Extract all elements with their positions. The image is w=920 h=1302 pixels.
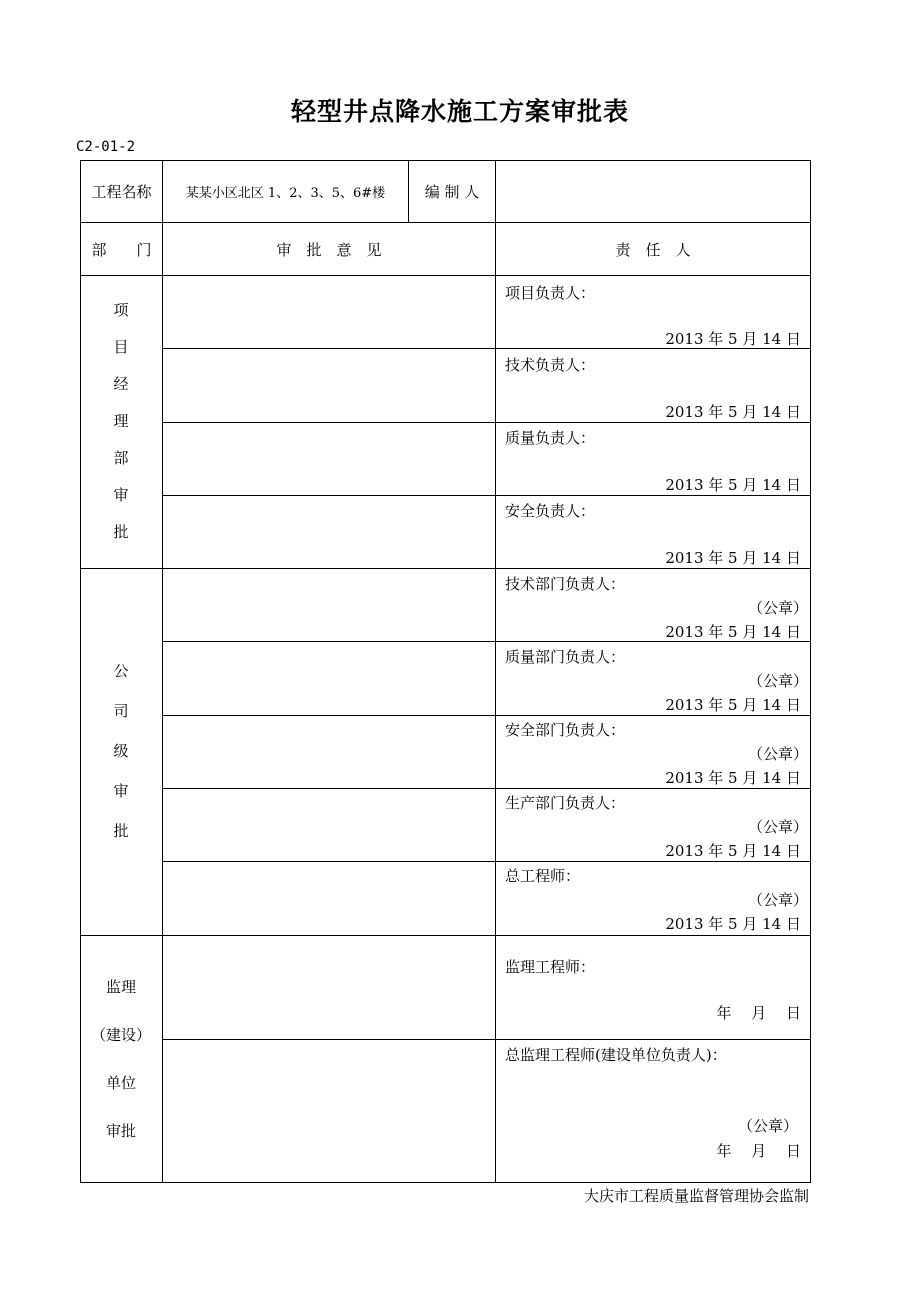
company-label-char: 审 xyxy=(113,782,129,800)
supervision-label-line: 单位 xyxy=(105,1074,136,1092)
chief-supervising-engineer-opinion-input[interactable] xyxy=(163,1040,495,1182)
opinion-heading: 审 批 意 见 xyxy=(276,240,382,259)
technical-leader-date: 2013 年 5 月 14 日 xyxy=(665,403,801,421)
technical-department-role: 技术部门负责人： xyxy=(505,575,626,593)
company-label-char: 公 xyxy=(113,662,129,680)
production-department-date: 2013 年 5 月 14 日 xyxy=(665,842,801,860)
company-label-char: 批 xyxy=(113,822,129,840)
quality-department-date: 2013 年 5 月 14 日 xyxy=(665,696,801,714)
project-label-char: 项 xyxy=(113,301,129,319)
editor-field[interactable] xyxy=(496,161,810,222)
chief-engineer-seal: （公章） xyxy=(747,891,808,909)
supervising-engineer-role: 监理工程师： xyxy=(505,958,596,976)
chief-supervising-engineer-date: 年 月 日 xyxy=(716,1142,801,1160)
project-leader-date: 2013 年 5 月 14 日 xyxy=(665,330,801,348)
quality-leader-date: 2013 年 5 月 14 日 xyxy=(665,476,801,494)
project-label-char: 批 xyxy=(113,523,129,541)
project-label-char: 理 xyxy=(113,412,129,430)
opinion-column-divider xyxy=(495,222,496,1182)
chief-supervising-engineer-seal: （公章） xyxy=(737,1117,798,1135)
responsible-heading: 责 任 人 xyxy=(615,240,691,259)
chief-engineer-role: 总工程师： xyxy=(505,867,581,885)
chief-supervising-engineer-role: 总监理工程师(建设单位负责人)： xyxy=(505,1046,727,1064)
project-name-value[interactable]: 某某小区北区 1、2、3、5、6#楼 xyxy=(185,186,386,201)
company-level-label xyxy=(81,651,161,851)
technical-department-date: 2013 年 5 月 14 日 xyxy=(665,623,801,641)
project-label-char: 经 xyxy=(113,375,129,393)
footer-supervisor-mark: 大庆市工程质量监督管理协会监制 xyxy=(583,1187,809,1205)
supervision-label-line: 监理 xyxy=(105,978,136,996)
supervision-label-line: （建设） xyxy=(90,1026,151,1044)
safety-leader-role: 安全负责人： xyxy=(505,502,596,520)
safety-department-role: 安全部门负责人： xyxy=(505,721,626,739)
project-name-label: 工程名称 xyxy=(91,183,152,201)
approval-form-table xyxy=(80,160,811,1183)
quality-department-role: 质量部门负责人： xyxy=(505,648,626,666)
supervising-engineer-date: 年 月 日 xyxy=(716,1004,801,1022)
form-code: C2-01-2 xyxy=(76,139,136,155)
production-department-seal: （公章） xyxy=(747,818,808,836)
project-label-char: 部 xyxy=(113,449,129,467)
company-label-char: 级 xyxy=(113,742,129,760)
company-label-char: 司 xyxy=(113,702,129,720)
department-heading: 部 门 xyxy=(91,240,152,259)
safety-department-opinion-input[interactable] xyxy=(163,716,495,788)
chief-engineer-opinion-input[interactable] xyxy=(163,862,495,935)
safety-leader-date: 2013 年 5 月 14 日 xyxy=(665,549,801,567)
technical-leader-role: 技术负责人： xyxy=(505,356,596,374)
editor-label: 编 制 人 xyxy=(424,183,480,201)
safety-opinion-input[interactable] xyxy=(163,496,495,568)
supervision-label-line: 审批 xyxy=(105,1122,136,1140)
technical-department-seal: （公章） xyxy=(747,599,808,617)
project-department-label xyxy=(81,292,161,551)
quality-leader-role: 质量负责人： xyxy=(505,429,596,447)
project-leader-role: 项目负责人： xyxy=(505,284,596,302)
production-department-opinion-input[interactable] xyxy=(163,789,495,861)
document-title: 轻型井点降水施工方案审批表 xyxy=(290,97,629,126)
quality-department-opinion-input[interactable] xyxy=(163,642,495,715)
production-department-role: 生产部门负责人： xyxy=(505,794,626,812)
technical-department-opinion-input[interactable] xyxy=(163,569,495,641)
project-label-char: 审 xyxy=(113,486,129,504)
project-label-char: 目 xyxy=(113,338,129,356)
technical-opinion-input[interactable] xyxy=(163,349,495,422)
safety-department-date: 2013 年 5 月 14 日 xyxy=(665,769,801,787)
chief-engineer-date: 2013 年 5 月 14 日 xyxy=(665,915,801,933)
supervising-engineer-opinion-input[interactable] xyxy=(163,936,495,1039)
quality-department-seal: （公章） xyxy=(747,672,808,690)
supervision-unit-label xyxy=(81,963,161,1155)
quality-opinion-input[interactable] xyxy=(163,423,495,495)
safety-department-seal: （公章） xyxy=(747,745,808,763)
project-opinion-input[interactable] xyxy=(163,276,495,348)
